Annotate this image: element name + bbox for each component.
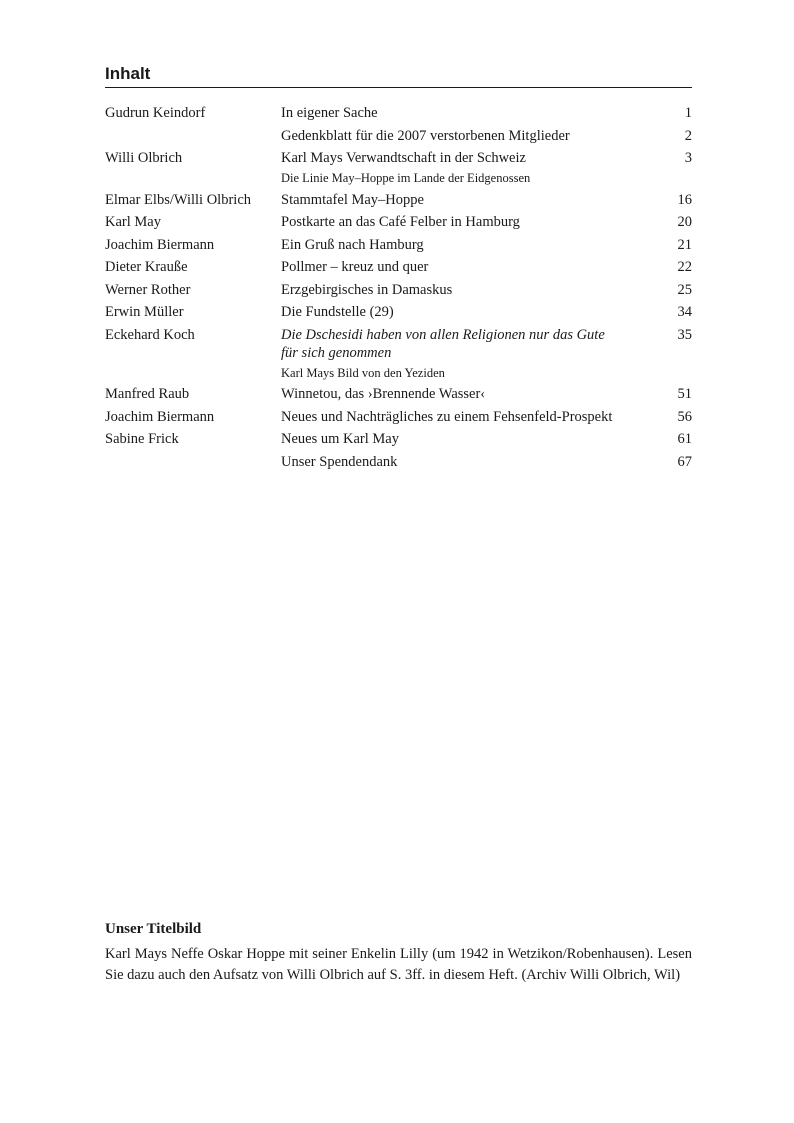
toc-subtitle-row: [105, 170, 692, 186]
toc-page-number: 21: [677, 236, 692, 253]
toc-title: Neues und Nachträgliches zu einem Fehsenfeld-Prospekt: [281, 408, 613, 425]
toc-entry: [105, 303, 692, 321]
toc-title: Winnetou, das ›Brennende Wasser‹: [281, 386, 486, 402]
cover-image-caption: [105, 919, 692, 986]
toc-author: Dieter Krauße: [105, 259, 188, 275]
toc-entry: [105, 430, 692, 448]
toc-page-number: 1: [684, 105, 692, 121]
page-title: Inhalt: [105, 63, 692, 88]
toc-entry: [105, 127, 692, 145]
toc-page-number: 67: [677, 453, 692, 470]
toc-author: Werner Rother: [105, 281, 191, 298]
toc-entry: [105, 326, 692, 362]
caption-text: Karl Mays Neffe Oskar Hoppe mit seiner Enkelin Lilly (um 1942 in Wetzikon/Robenhausen). Lesen Sie dazu auch den Aufsatz von Willi Olbrich auf S. 3ff. in diesem Heft. (Archiv Willi Olbrich, Wil): [105, 946, 692, 983]
toc-entry: [105, 149, 692, 167]
toc-page-number: 2: [684, 127, 692, 144]
toc-entry: [105, 236, 692, 254]
toc-title: Gedenkblatt für die 2007 verstorbenen Mitglieder: [281, 127, 570, 144]
toc-title: Die Fundstelle (29): [281, 304, 394, 320]
toc-title: Pollmer – kreuz und quer: [281, 259, 429, 275]
toc-page-number: 3: [684, 150, 692, 166]
toc-page-number: 51: [677, 386, 692, 402]
toc-title: Karl Mays Verwandtschaft in der Schweiz: [281, 150, 526, 166]
toc-page-number: 35: [677, 326, 692, 343]
toc-entry: [105, 385, 692, 403]
toc-title: Ein Gruß nach Hamburg: [281, 236, 424, 253]
toc-subtitle-row: [105, 365, 692, 381]
toc-author: Sabine Frick: [105, 431, 179, 447]
toc-title: Stammtafel May–Hoppe: [281, 191, 424, 208]
toc-page-number: 34: [677, 304, 692, 320]
toc-title: Neues um Karl May: [281, 431, 399, 447]
toc-title: [281, 326, 652, 362]
toc-page-number: 56: [677, 408, 692, 425]
toc-page-number: 16: [677, 191, 692, 208]
toc-entry: [105, 213, 692, 231]
toc-entry: [105, 104, 692, 122]
toc-page-number: 20: [677, 214, 692, 230]
toc-author: Willi Olbrich: [105, 150, 183, 166]
toc-title: In eigener Sache: [281, 105, 378, 121]
toc-author: Eckehard Koch: [105, 326, 195, 343]
toc-title: Unser Spendendank: [281, 453, 398, 470]
toc-entry: [105, 281, 692, 299]
toc-author: Elmar Elbs/Willi Olbrich: [105, 191, 251, 208]
toc-entry: [105, 258, 692, 276]
table-of-contents: [105, 104, 692, 471]
toc-title-line: Die Dschesidi haben von allen Religionen nur das Gute: [281, 326, 605, 343]
toc-title-line: für sich genommen: [281, 344, 392, 361]
toc-entry: [105, 191, 692, 209]
caption-heading: Unser Titelbild: [105, 921, 202, 937]
toc-author: Manfred Raub: [105, 386, 190, 402]
toc-page-number: 22: [677, 259, 692, 275]
toc-page-number: 25: [677, 281, 692, 298]
toc-title: Postkarte an das Café Felber in Hamburg: [281, 214, 520, 230]
toc-author: Joachim Biermann: [105, 236, 215, 253]
toc-subtitle: Karl Mays Bild von den Yeziden: [281, 365, 445, 380]
toc-author: Erwin Müller: [105, 304, 184, 320]
toc-author: Joachim Biermann: [105, 408, 215, 425]
toc-title: Erzgebirgisches in Damaskus: [281, 281, 453, 298]
toc-subtitle: Die Linie May–Hoppe im Lande der Eidgenossen: [281, 171, 531, 185]
toc-author: Karl May: [105, 214, 161, 230]
toc-entry: [105, 453, 692, 471]
toc-author: Gudrun Keindorf: [105, 105, 206, 121]
toc-entry: [105, 408, 692, 426]
toc-page-number: 61: [677, 431, 692, 447]
